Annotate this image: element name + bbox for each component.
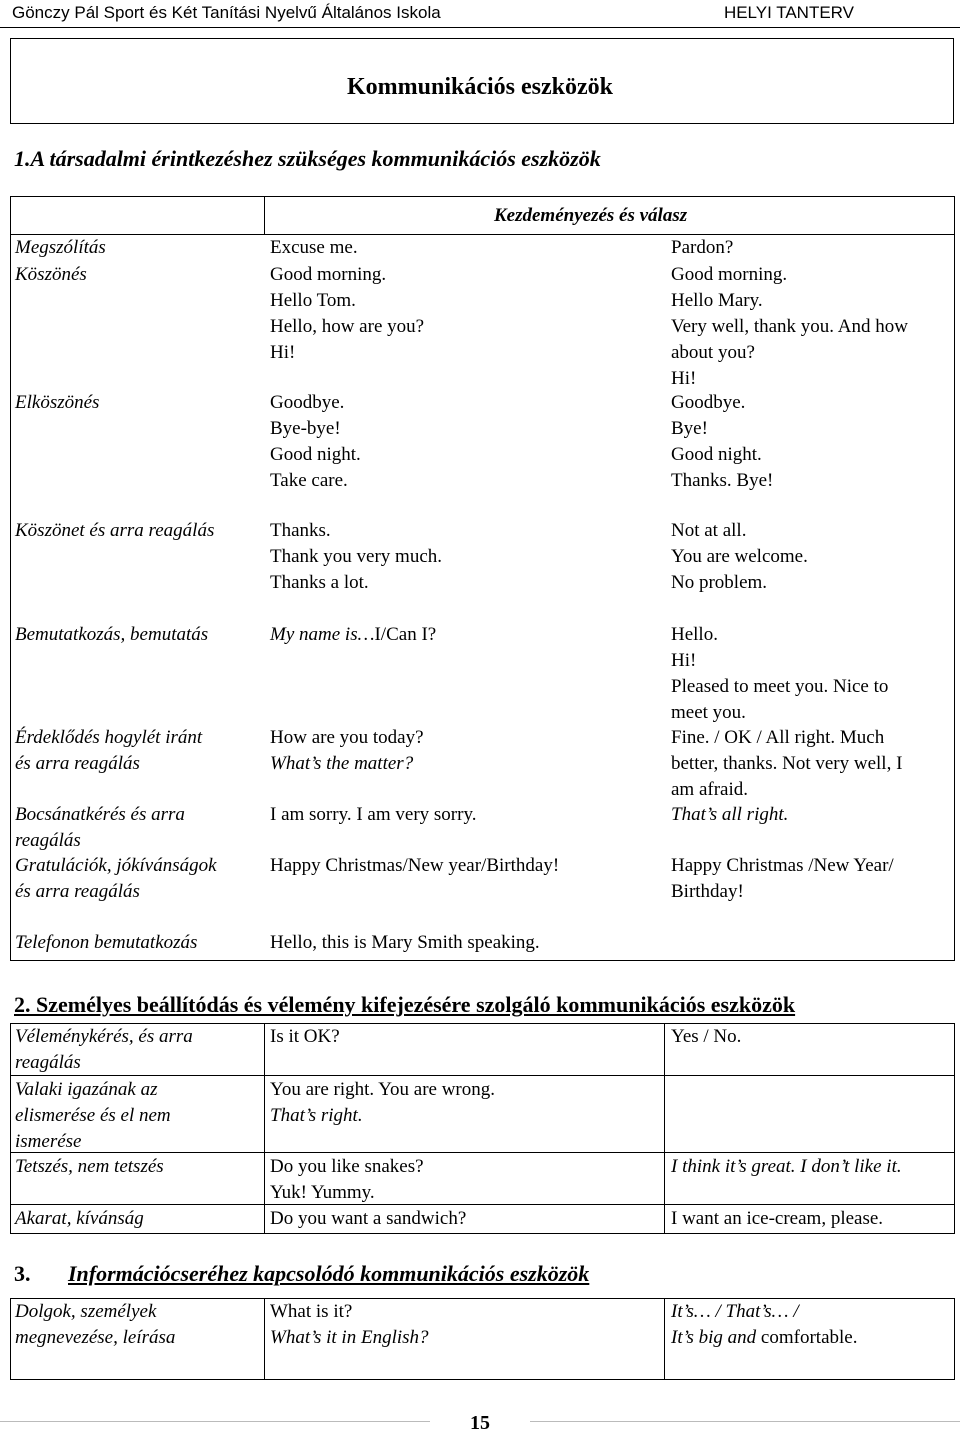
row-label: Telefonon bemutatkozás <box>15 932 198 953</box>
row-label: Elköszönés <box>15 392 100 413</box>
initiation-text: Yuk! Yummy. <box>270 1182 375 1203</box>
initiation-text: Excuse me. <box>270 237 358 258</box>
page-title: Kommunikációs eszközök <box>346 74 613 100</box>
initiation-text <box>270 622 436 648</box>
initiation-text: What is it? <box>270 1301 353 1322</box>
initiation-text: Hello, this is Mary Smith speaking. <box>270 932 540 953</box>
initiation-text: Hi! <box>270 342 296 363</box>
initiation-text: Good night. <box>270 444 361 465</box>
response-text: Good morning. <box>671 264 788 285</box>
response-text: You are welcome. <box>671 546 808 567</box>
header-right-label: HELYI TANTERV <box>723 3 854 22</box>
initiation-text: Thanks. <box>270 520 331 541</box>
row-label: Köszönés <box>15 264 87 285</box>
response-text: Bye! <box>671 418 708 439</box>
table-2-column-rule <box>664 1023 665 1234</box>
row-label: Megszólítás <box>15 237 106 258</box>
row-label: Akarat, kívánság <box>15 1208 144 1229</box>
school-name: Gönczy Pál Sport és Két Tanítási Nyelvű Általános Iskola <box>12 3 441 22</box>
row-label: Bemutatkozás, bemutatás <box>15 624 209 645</box>
table-1-divider <box>264 196 265 234</box>
response-text: Thanks. Bye! <box>671 470 774 491</box>
header-rule <box>0 27 960 28</box>
row-label: ismerése <box>15 1131 82 1152</box>
response-text: Hi! <box>671 650 697 671</box>
table-2-row-rule <box>10 1075 955 1076</box>
section-3-heading: Információcseréhez kapcsolódó kommunikációs eszközök <box>68 1261 590 1286</box>
section-2-heading: 2. Személyes beállítódás és vélemény kifejezésére szolgáló kommunikációs eszközök <box>14 992 796 1017</box>
row-label: Gratulációk, jókívánságok <box>15 855 217 876</box>
row-label: Érdeklődés hogylét iránt <box>15 727 203 748</box>
row-label: Tetszés, nem tetszés <box>15 1156 164 1177</box>
initiation-text: Take care. <box>270 470 348 491</box>
response-text: Very well, thank you. And how <box>671 316 908 337</box>
response-text: I want an ice-cream, please. <box>671 1208 884 1229</box>
response-text: better, thanks. Not very well, I <box>671 753 903 774</box>
row-label: és arra reagálás <box>15 881 140 902</box>
response-text: Good night. <box>671 444 762 465</box>
row-label: reagálás <box>15 830 81 851</box>
initiation-text: Do you like snakes? <box>270 1156 424 1177</box>
row-label: és arra reagálás <box>15 753 140 774</box>
response-rest: comfortable. <box>756 1327 858 1348</box>
initiation-text: That’s right. <box>270 1105 363 1126</box>
initiation-text: Hello Tom. <box>270 290 356 311</box>
page-number: 15 <box>470 1412 490 1434</box>
response-text: Hi! <box>671 368 697 389</box>
row-label: Köszönet és arra reagálás <box>15 520 215 541</box>
response-text: Yes / No. <box>671 1026 742 1047</box>
response-text: No problem. <box>671 572 768 593</box>
initiation-text: Thank you very much. <box>270 546 443 567</box>
response-text: am afraid. <box>671 779 749 800</box>
response-text: I think it’s great. I don’t like it. <box>671 1156 902 1177</box>
initiation-italic: My name is… <box>270 624 375 645</box>
page-header <box>0 0 960 26</box>
section-3-number: 3. <box>14 1261 31 1286</box>
table-3-column-rule <box>264 1298 265 1380</box>
response-text: Not at all. <box>671 520 747 541</box>
response-text: about you? <box>671 342 755 363</box>
response-text: meet you. <box>671 702 746 723</box>
response-text: That’s all right. <box>671 804 789 825</box>
response-text <box>671 1325 857 1351</box>
table-2-row-rule <box>10 1152 955 1153</box>
initiation-text: Good morning. <box>270 264 387 285</box>
response-text: Happy Christmas /New Year/ <box>671 855 894 876</box>
initiation-text: How are you today? <box>270 727 424 748</box>
row-label: Dolgok, személyek <box>15 1301 157 1322</box>
row-label: megnevezése, leírása <box>15 1327 176 1348</box>
table-3-column-rule <box>664 1298 665 1380</box>
initiation-text: You are right. You are wrong. <box>270 1079 496 1100</box>
footer-rule-right <box>530 1421 960 1422</box>
initiation-rest: I/Can I? <box>374 624 437 645</box>
response-text: Hello. <box>671 624 718 645</box>
row-label: Bocsánatkérés és arra <box>15 804 185 825</box>
section-1-heading: 1.A társadalmi érintkezéshez szükséges kommunikációs eszközök <box>14 146 601 171</box>
response-italic: It’s big and <box>671 1327 757 1348</box>
initiation-text: Goodbye. <box>270 392 345 413</box>
initiation-text: Thanks a lot. <box>270 572 369 593</box>
row-label: Valaki igazának az <box>15 1079 158 1100</box>
initiation-text: Bye-bye! <box>270 418 341 439</box>
table-2-row-rule <box>10 1204 955 1205</box>
response-text: It’s… / That’s… / <box>671 1301 799 1322</box>
initiation-text: I am sorry. I am very sorry. <box>270 804 477 825</box>
initiation-text: What’s it in English? <box>270 1327 429 1348</box>
table-1-header-rule <box>10 234 955 235</box>
row-label: elismerése és el nem <box>15 1105 171 1126</box>
page-footer <box>0 1412 960 1435</box>
response-text: Pardon? <box>671 237 734 258</box>
table-1 <box>10 196 955 961</box>
row-label: reagálás <box>15 1052 81 1073</box>
response-text: Goodbye. <box>671 392 746 413</box>
table-2-column-rule <box>264 1023 265 1234</box>
initiation-text: What’s the matter? <box>270 753 414 774</box>
response-text: Hello Mary. <box>671 290 763 311</box>
initiation-text: Hello, how are you? <box>270 316 425 337</box>
response-text: Fine. / OK / All right. Much <box>671 727 885 748</box>
response-text: Pleased to meet you. Nice to <box>671 676 889 697</box>
table-1-subheading: Kezdeményezés és válasz <box>494 205 688 226</box>
initiation-text: Do you want a sandwich? <box>270 1208 467 1229</box>
initiation-text: Is it OK? <box>270 1026 340 1047</box>
initiation-text: Happy Christmas/New year/Birthday! <box>270 855 560 876</box>
response-text: Birthday! <box>671 881 744 902</box>
row-label: Véleménykérés, és arra <box>15 1026 193 1047</box>
